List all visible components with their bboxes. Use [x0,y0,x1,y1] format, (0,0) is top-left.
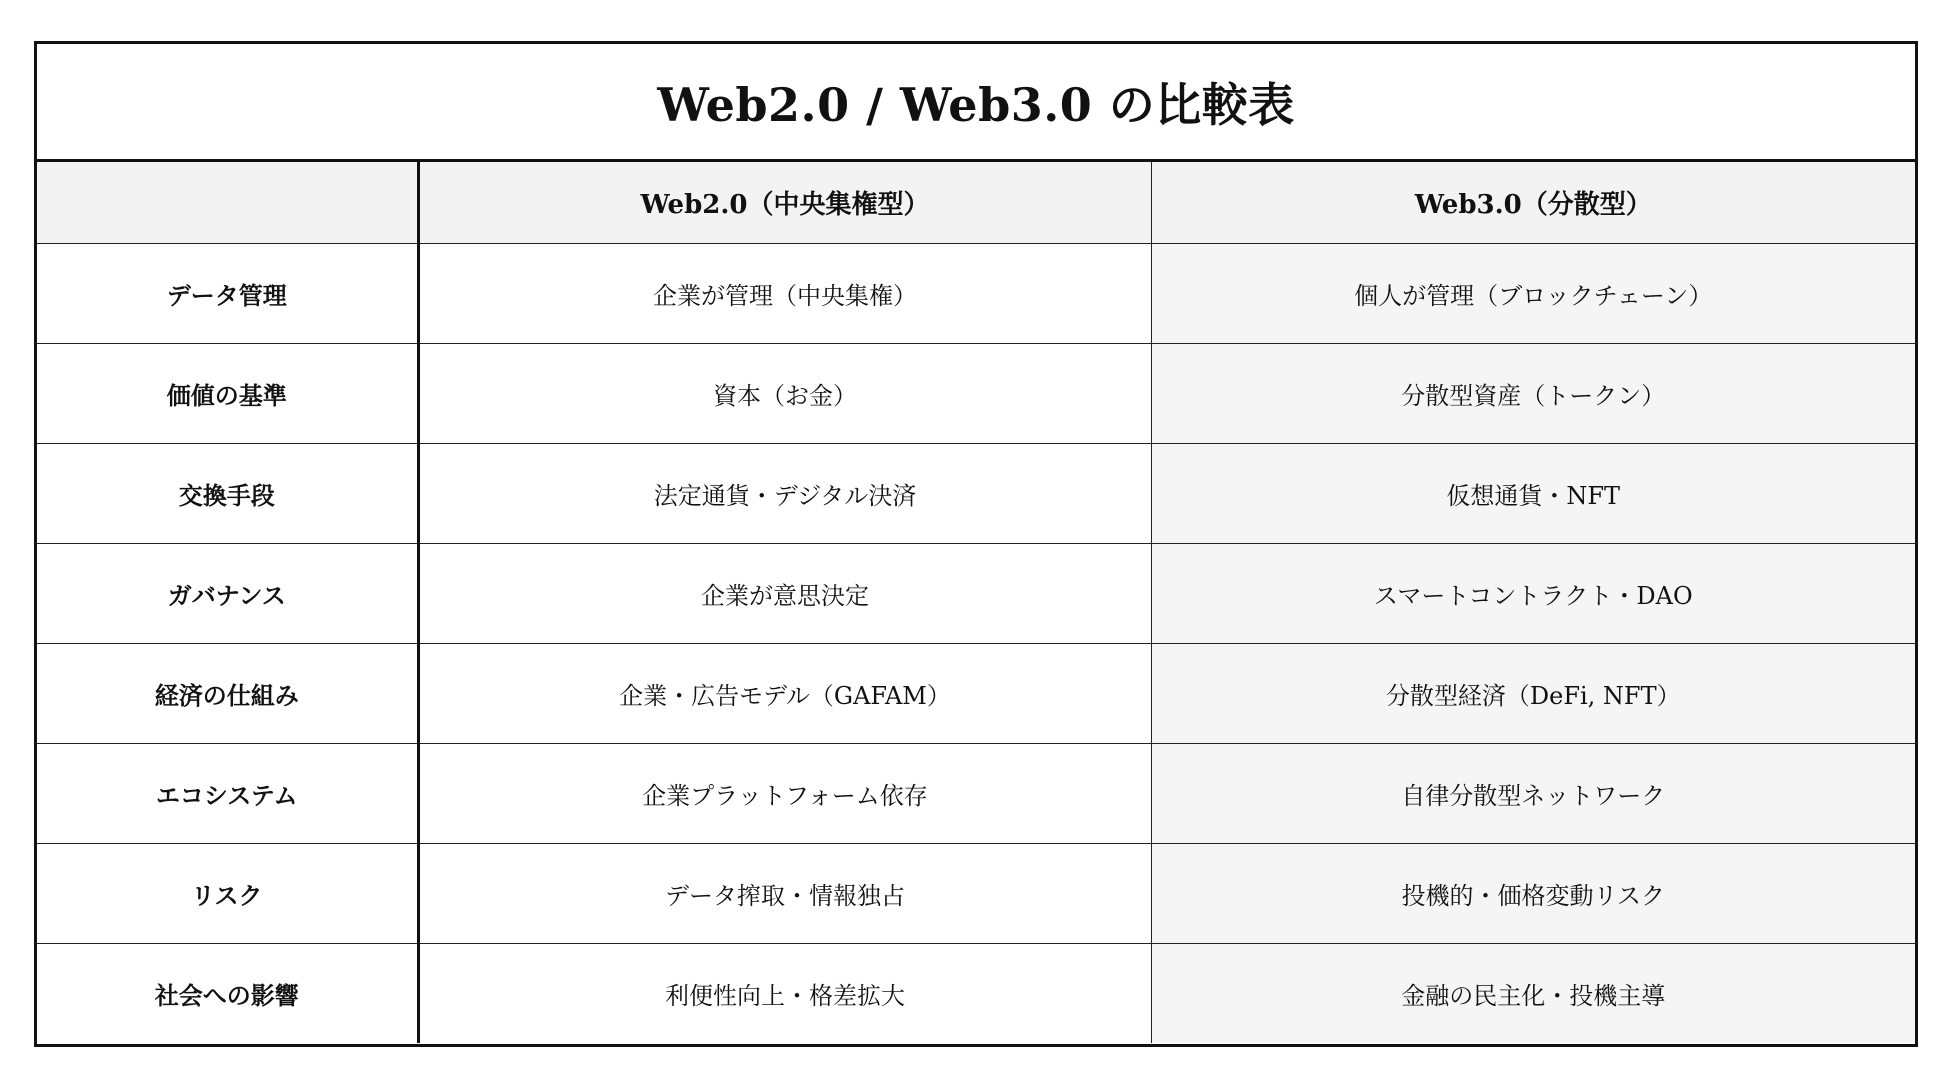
row-label: 社会への影響 [37,943,418,1043]
table-row [37,243,1915,343]
web2-cell: 利便性向上・格差拡大 [418,943,1151,1043]
comparison-table [37,162,1915,1043]
header-blank-cell [37,162,418,243]
header-web3: Web3.0（分散型） [1151,162,1915,243]
row-label: データ管理 [37,243,418,343]
web2-cell: 企業が意思決定 [418,543,1151,643]
table-title: Web2.0 / Web3.0 の比較表 [657,77,1295,132]
row-label: 交換手段 [37,443,418,543]
title-row [37,44,1915,162]
web3-cell: 仮想通貨・NFT [1151,443,1915,543]
row-label: リスク [37,843,418,943]
web3-cell: 分散型資産（トークン） [1151,343,1915,443]
web3-cell: 自律分散型ネットワーク [1151,743,1915,843]
comparison-table-frame [34,41,1918,1047]
table-row [37,343,1915,443]
header-web2: Web2.0（中央集権型） [418,162,1151,243]
row-label: エコシステム [37,743,418,843]
web3-cell: スマートコントラクト・DAO [1151,543,1915,643]
web2-cell: データ搾取・情報独占 [418,843,1151,943]
table-row [37,943,1915,1043]
table-row [37,543,1915,643]
web3-cell: 投機的・価格変動リスク [1151,843,1915,943]
web2-cell: 法定通貨・デジタル決済 [418,443,1151,543]
web2-cell: 企業が管理（中央集権） [418,243,1151,343]
row-label: 価値の基準 [37,343,418,443]
web3-cell: 金融の民主化・投機主導 [1151,943,1915,1043]
table-row [37,743,1915,843]
web2-cell: 企業プラットフォーム依存 [418,743,1151,843]
web3-cell: 個人が管理（ブロックチェーン） [1151,243,1915,343]
table-row [37,643,1915,743]
web2-cell: 資本（お金） [418,343,1151,443]
web2-cell: 企業・広告モデル（GAFAM） [418,643,1151,743]
table-row [37,843,1915,943]
row-label: ガバナンス [37,543,418,643]
table-row [37,443,1915,543]
header-row [37,162,1915,243]
web3-cell: 分散型経済（DeFi, NFT） [1151,643,1915,743]
row-label: 経済の仕組み [37,643,418,743]
